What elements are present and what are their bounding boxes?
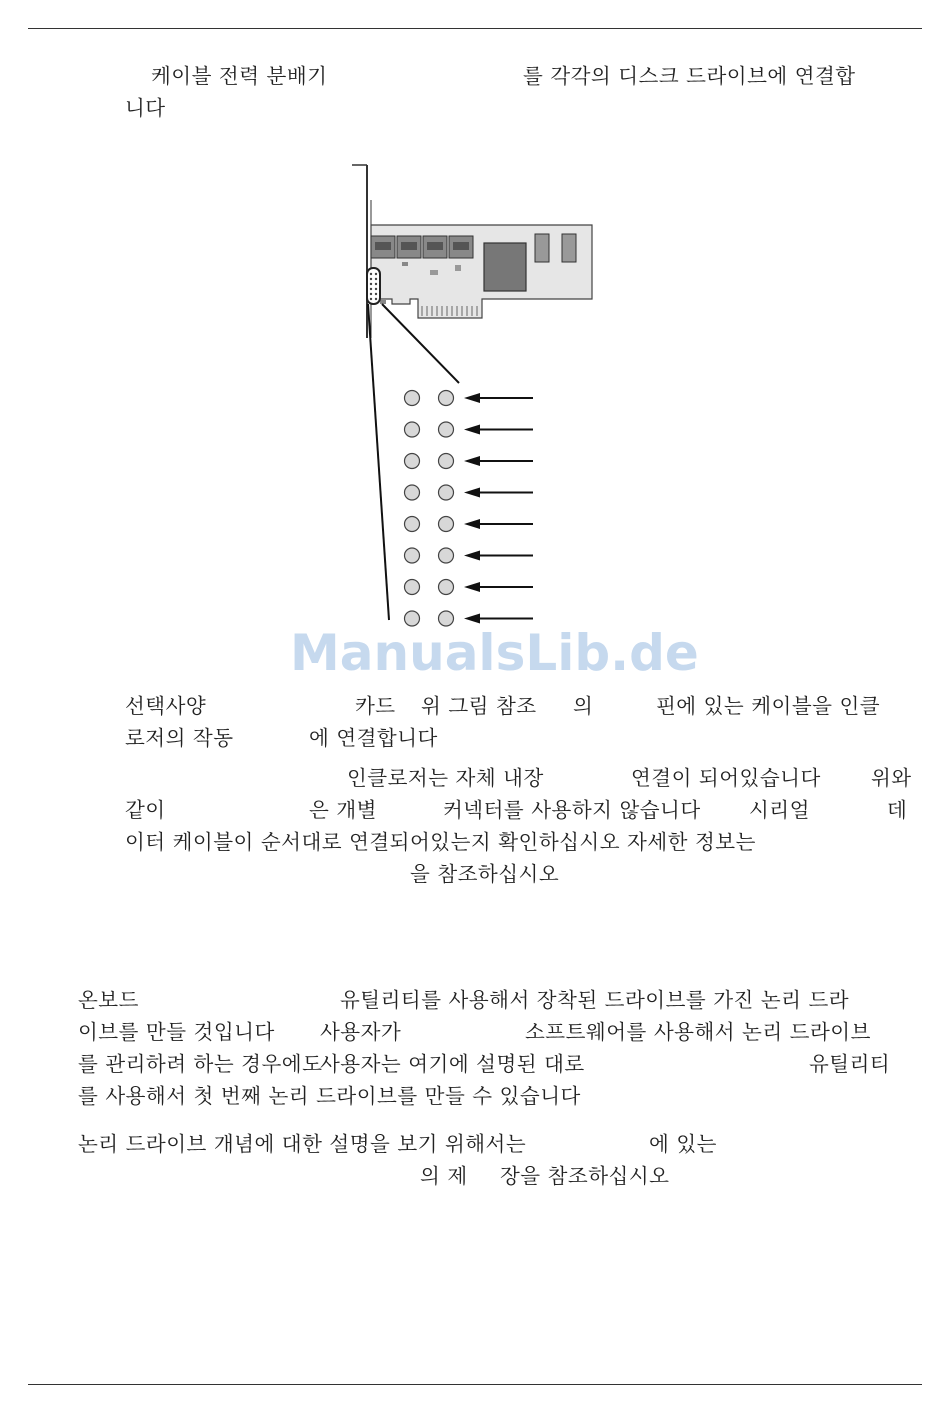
refer-l2-b: 장을 참조하십시오: [500, 1164, 670, 1188]
step1-text-c: 니다: [125, 96, 166, 120]
section-l3-a: 를 관리하려 하는 경우에도: [78, 1052, 323, 1076]
section-l3-b: 사용자는 여기에 설명된 대로: [320, 1052, 585, 1076]
refer-l2-a: 의 제: [420, 1164, 468, 1188]
step2-l1-b: 카드: [355, 694, 396, 718]
pin-arrow-head: [464, 393, 480, 403]
refer-l1-b: 에 있는: [649, 1132, 717, 1156]
pin-arrow-head: [464, 582, 480, 592]
header-pin: [439, 422, 454, 437]
header-pin: [439, 391, 454, 406]
header-pin: [405, 548, 420, 563]
pin-header-detail: [405, 391, 534, 627]
note-l2-d: 시리얼: [749, 798, 810, 822]
section-l2-b: 사용자가: [320, 1020, 402, 1044]
controller-chip: [484, 243, 526, 291]
section-l1-a: 온보드: [78, 988, 139, 1012]
step1-text-a: 케이블 전력 분배기: [151, 64, 328, 88]
step2-l1-c: 위 그림 참조: [421, 694, 537, 718]
step2-l1-e: 핀에 있는 케이블을 인클: [656, 694, 881, 718]
refer-l1-a: 논리 드라이브 개념에 대한 설명을 보기 위해서는: [78, 1132, 527, 1156]
pin-arrow-head: [464, 551, 480, 561]
header-pin: [439, 485, 454, 500]
note-l1-c: 위와: [871, 766, 912, 790]
section-l3-c: 유틸리티: [809, 1052, 891, 1076]
watermark: ManualsLib.de: [290, 624, 699, 682]
header-pin: [405, 391, 420, 406]
note-l1-b: 연결이 되어있습니다: [631, 766, 821, 790]
pin-arrow-head: [464, 519, 480, 529]
led-header-on-card: [367, 268, 380, 304]
pin-arrow-head: [464, 425, 480, 435]
note-l1-a: 인클로저는 자체 내장: [347, 766, 544, 790]
note-l3: 이터 케이블이 순서대로 연결되어있는지 확인하십시오 자세한 정보는: [125, 830, 756, 854]
header-pin: [439, 454, 454, 469]
header-pin: [405, 454, 420, 469]
note-l2-e: 데: [887, 798, 908, 822]
pin-arrow-head: [464, 488, 480, 498]
jumper-block-1: [535, 234, 549, 262]
note-l4: 을 참조하십시오: [410, 862, 560, 886]
note-l2-b: 은 개별: [309, 798, 377, 822]
bottom-rule: [28, 1384, 922, 1385]
section-l4: 를 사용해서 첫 번째 논리 드라이브를 만들 수 있습니다: [78, 1084, 581, 1108]
header-pin: [439, 580, 454, 595]
header-pin: [405, 485, 420, 500]
step2-l1-a: 선택사양: [125, 694, 207, 718]
step2-l2-a: 로저의 작동: [125, 726, 234, 750]
step1-text-b: 를 각각의 디스크 드라이브에 연결합: [523, 64, 856, 88]
note-l2-a: 같이: [125, 798, 166, 822]
callout-line-left: [368, 304, 389, 620]
jumper-block-2: [562, 234, 576, 262]
step2-l2-b: 에 연결합니다: [309, 726, 438, 750]
header-pin: [405, 422, 420, 437]
section-l2-c: 소프트웨어를 사용해서 논리 드라이브: [525, 1020, 871, 1044]
header-pin: [439, 517, 454, 532]
pin-arrow-head: [464, 456, 480, 466]
section-l1-b: 유틸리티를 사용해서 장착된 드라이브를 가진 논리 드라: [340, 988, 850, 1012]
section-l2-a: 이브를 만들 것입니다: [78, 1020, 275, 1044]
step2-l1-d: 의: [573, 694, 594, 718]
header-pin: [405, 517, 420, 532]
header-pin: [439, 548, 454, 563]
header-pin: [405, 580, 420, 595]
pin-arrow-head: [464, 614, 480, 624]
note-l2-c: 커넥터를 사용하지 않습니다: [443, 798, 701, 822]
